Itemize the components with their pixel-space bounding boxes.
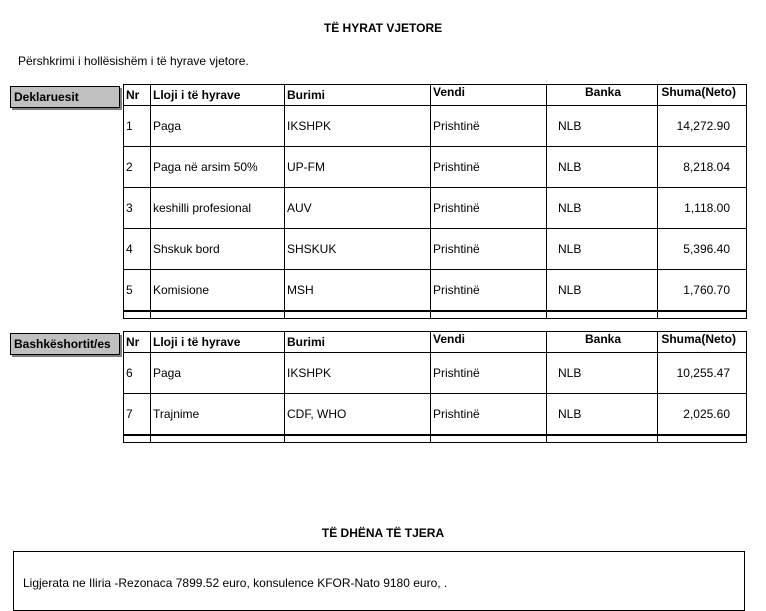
table-row	[124, 147, 747, 188]
table-row	[124, 270, 747, 312]
row-amount: 2,025.60	[658, 394, 747, 436]
empty-cell	[124, 311, 151, 319]
row-place: Prishtinë	[431, 106, 547, 147]
table-row	[124, 353, 747, 394]
empty-cell	[285, 435, 431, 443]
empty-cell	[151, 311, 285, 319]
table-row	[124, 229, 747, 270]
row-income-type: Shskuk bord	[151, 229, 285, 270]
row-place: Prishtinë	[431, 229, 547, 270]
page-description: Përshkrimi i hollësishëm i të hyrave vjetore.	[18, 54, 249, 68]
other-data-box	[13, 551, 745, 611]
row-source: SHSKUK	[285, 229, 431, 270]
empty-cell	[285, 311, 431, 319]
header-nr: Nr	[124, 332, 151, 353]
table-closing-row	[124, 311, 747, 319]
row-income-type: Paga	[151, 353, 285, 394]
row-nr: 6	[124, 353, 151, 394]
header-place: Vendi	[431, 85, 547, 106]
other-data-text: Ligjerata ne Iliria -Rezonaca 7899.52 euro, konsulence KFOR-Nato 9180 euro, .	[23, 576, 448, 590]
row-bank: NLB	[547, 147, 658, 188]
table-header-row	[124, 85, 747, 106]
row-nr: 5	[124, 270, 151, 312]
table-row	[124, 394, 747, 436]
row-source: IKSHPK	[285, 106, 431, 147]
row-place: Prishtinë	[431, 394, 547, 436]
row-bank: NLB	[547, 394, 658, 436]
row-income-type: Komisione	[151, 270, 285, 312]
table-row	[124, 106, 747, 147]
row-bank: NLB	[547, 353, 658, 394]
row-source: CDF, WHO	[285, 394, 431, 436]
row-income-type: Trajnime	[151, 394, 285, 436]
declarant-income-table	[123, 84, 747, 319]
table-row	[124, 188, 747, 229]
row-nr: 1	[124, 106, 151, 147]
row-place: Prishtinë	[431, 353, 547, 394]
row-place: Prishtinë	[431, 270, 547, 312]
row-place: Prishtinë	[431, 147, 547, 188]
spouse-label: Bashkëshortit/es	[10, 333, 120, 355]
row-source: AUV	[285, 188, 431, 229]
row-amount: 1,760.70	[658, 270, 747, 312]
page-title: TË HYRAT VJETORE	[323, 21, 443, 35]
row-nr: 3	[124, 188, 151, 229]
empty-cell	[658, 435, 747, 443]
empty-cell	[431, 311, 547, 319]
row-place: Prishtinë	[431, 188, 547, 229]
header-amount: Shuma(Neto)	[658, 332, 747, 353]
row-income-type: Paga	[151, 106, 285, 147]
empty-cell	[547, 311, 658, 319]
header-nr: Nr	[124, 85, 151, 106]
row-amount: 5,396.40	[658, 229, 747, 270]
row-amount: 8,218.04	[658, 147, 747, 188]
row-income-type: keshilli profesional	[151, 188, 285, 229]
row-amount: 10,255.47	[658, 353, 747, 394]
header-type: Lloji i të hyrave	[151, 85, 285, 106]
row-bank: NLB	[547, 106, 658, 147]
header-amount: Shuma(Neto)	[658, 85, 747, 106]
table-header-row	[124, 332, 747, 353]
row-bank: NLB	[547, 188, 658, 229]
empty-cell	[547, 435, 658, 443]
row-bank: NLB	[547, 229, 658, 270]
empty-cell	[124, 435, 151, 443]
row-source: MSH	[285, 270, 431, 312]
empty-cell	[151, 435, 285, 443]
row-nr: 2	[124, 147, 151, 188]
row-nr: 4	[124, 229, 151, 270]
empty-cell	[658, 311, 747, 319]
row-source: UP-FM	[285, 147, 431, 188]
header-bank: Banka	[547, 332, 658, 353]
header-place: Vendi	[431, 332, 547, 353]
row-bank: NLB	[547, 270, 658, 312]
header-source: Burimi	[285, 332, 431, 353]
header-bank: Banka	[547, 85, 658, 106]
row-amount: 1,118.00	[658, 188, 747, 229]
spouse-income-table	[123, 331, 747, 443]
header-type: Lloji i të hyrave	[151, 332, 285, 353]
table-closing-row	[124, 435, 747, 443]
empty-cell	[431, 435, 547, 443]
row-amount: 14,272.90	[658, 106, 747, 147]
row-income-type: Paga në arsim 50%	[151, 147, 285, 188]
row-nr: 7	[124, 394, 151, 436]
header-source: Burimi	[285, 85, 431, 106]
declarant-label: Deklaruesit	[10, 86, 120, 108]
other-data-title: TË DHËNA TË TJERA	[321, 526, 445, 540]
row-source: IKSHPK	[285, 353, 431, 394]
